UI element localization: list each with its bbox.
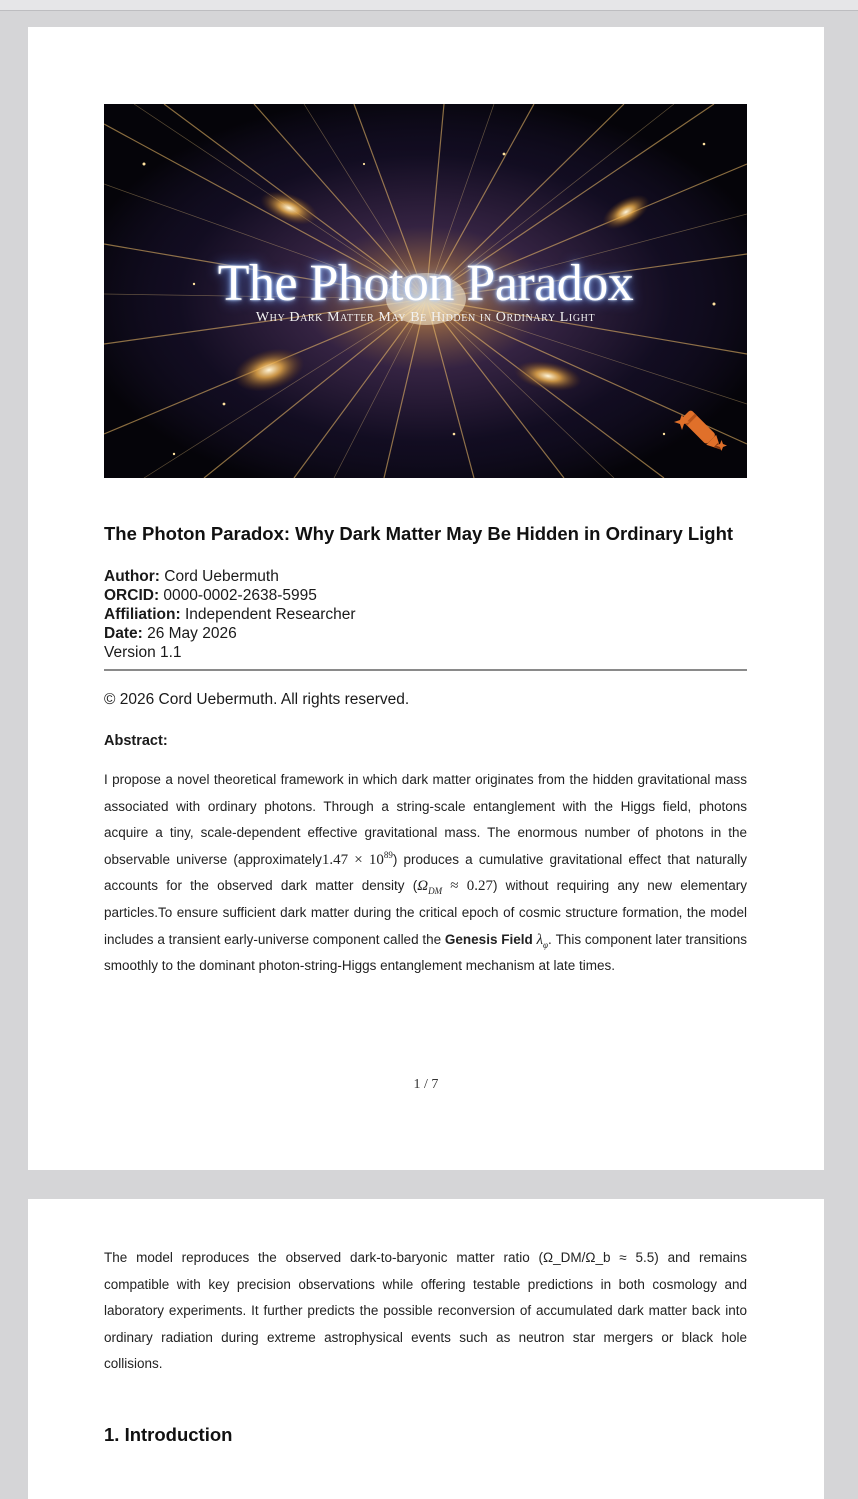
version-row: Version 1.1 (104, 644, 182, 661)
genesis-field-term: Genesis Field (444, 931, 533, 947)
page2-paragraph: The model reproduces the observed dark-to-baryonic matter ratio (Ω_DM/Ω_b ≈ 5.5) and remains compatible with key precision observations while offering testable predictions in both cosmology and laboratory experiments. It further predicts the possible reconversion of accumulated dark matter back into ordinary radiation during extreme astrophysical events such as neutron star mergers or black hole collisions. (104, 1250, 747, 1372)
abstract-heading: Abstract: (104, 733, 168, 749)
cover-title: The Photon Paradox (217, 255, 634, 312)
cover-image (104, 104, 747, 478)
author-row: Author: Cord Uebermuth (104, 568, 279, 585)
affiliation-value: Independent Researcher (184, 606, 356, 623)
cover-subtitle: Why Dark Matter May Be Hidden in Ordinary Light (255, 310, 596, 325)
pen-icon (670, 400, 734, 464)
affiliation-row: Affiliation: Independent Researcher (104, 606, 356, 623)
orcid-row: ORCID: 0000-0002-2638-5995 (104, 587, 317, 604)
date-value: 26 May 2026 (147, 625, 237, 642)
photon-count-formula: $1.47 \times 10^{89}$ (321, 849, 393, 868)
pdf-page-1 (28, 27, 824, 1170)
page-number: 1 / 7 (413, 1077, 439, 1092)
abstract-paragraph: I propose a novel theoretical framework in which dark matter originates from the hidden gravitational mass associated with ordinary photons. Through a string-scale entanglement with the Higgs field, photons acquire a tiny, scale-dependent effective gravitational mass. The enormous number of photons in the observable universe (approximately1.47 × $10^{89}$) produces a cumulative gravitational effect that naturally accounts for the observed dark matter density $(\Omega_{DM} \approx 0.27)$ without requiring any new elementary particles.To ensure sufficient dark matter during the critical epoch of cosmic structure formation, the model includes a transient early-universe component called the Genesis Field $\lambda_\varphi$. This component later transitions smoothly to the dominant photon-string-Higgs entanglement mechanism at late times. (104, 772, 748, 974)
copyright-notice: © 2026 Cord Uebermuth. All rights reserved. (104, 691, 410, 708)
author-name: Cord Uebermuth (164, 568, 279, 585)
lambda-phi-symbol: $\lambda_\varphi$ (536, 931, 549, 950)
orcid-value: 0000-0002-2638-5995 (163, 587, 317, 604)
date-row: Date: 26 May 2026 (104, 625, 237, 642)
document-title: The Photon Paradox: Why Dark Matter May Be Hidden in Ordinary Light (104, 523, 734, 544)
omega-dm-formula: $\Omega_{DM} \approx 0.27$ (417, 878, 493, 897)
viewer-toolbar (0, 0, 858, 11)
author-metadata (104, 567, 356, 662)
introduction-heading: 1. Introduction (104, 1424, 233, 1445)
horizontal-rule (104, 669, 747, 671)
